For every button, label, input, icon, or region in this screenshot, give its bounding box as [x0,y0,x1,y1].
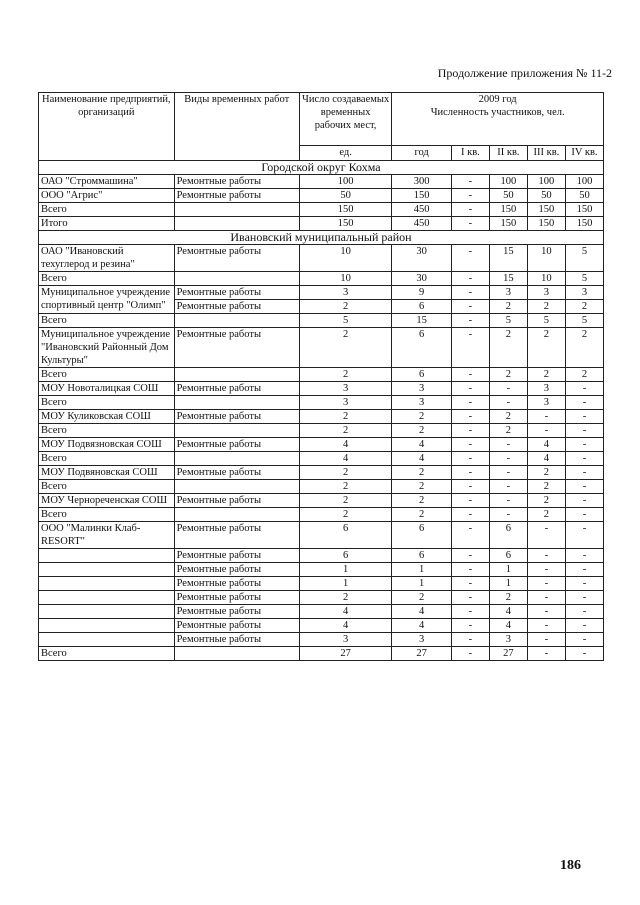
cell-q2: 2 [489,300,527,314]
cell-jobs: 4 [299,438,391,452]
cell-q1: - [451,577,489,591]
cell-jobs: 5 [299,314,391,328]
cell-jobs: 100 [299,175,391,189]
cell-jobs: 3 [299,396,391,410]
cell-year: 30 [392,245,452,272]
cell-work-type: Ремонтные работы [174,286,299,300]
cell-year: 6 [392,300,452,314]
table-row [39,368,604,382]
cell-year: 15 [392,314,452,328]
cell-q4: - [565,549,603,563]
cell-work-type: Ремонтные работы [174,494,299,508]
cell-year: 2 [392,508,452,522]
cell-name: Итого [39,217,175,231]
cell-q4: 5 [565,245,603,272]
cell-year: 2 [392,591,452,605]
header-q3: III кв. [527,146,565,161]
cell-work-type: Ремонтные работы [174,382,299,396]
cell-q1: - [451,286,489,300]
cell-q2: 150 [489,203,527,217]
cell-q1: - [451,217,489,231]
cell-year: 2 [392,494,452,508]
cell-q2: 2 [489,424,527,438]
cell-jobs: 4 [299,619,391,633]
cell-q4: - [565,410,603,424]
table-row [39,217,604,231]
cell-name: Всего [39,203,175,217]
cell-name [39,549,175,563]
cell-work-type [174,647,299,661]
cell-year: 4 [392,605,452,619]
cell-q3: 2 [527,466,565,480]
cell-jobs: 10 [299,245,391,272]
cell-q4: - [565,563,603,577]
cell-q1: - [451,563,489,577]
cell-q1: - [451,647,489,661]
table-row [39,272,604,286]
cell-work-type: Ремонтные работы [174,410,299,424]
table-row [39,605,604,619]
cell-work-type: Ремонтные работы [174,591,299,605]
cell-work-type: Ремонтные работы [174,522,299,549]
cell-q4: 2 [565,368,603,382]
cell-q3: - [527,563,565,577]
cell-q4: - [565,577,603,591]
cell-jobs: 10 [299,272,391,286]
cell-jobs: 2 [299,410,391,424]
cell-name: ООО "Агрис" [39,189,175,203]
cell-year: 9 [392,286,452,300]
cell-q2: 1 [489,577,527,591]
cell-q2: 2 [489,591,527,605]
cell-q3: 100 [527,175,565,189]
cell-q2: 150 [489,217,527,231]
cell-name: Всего [39,647,175,661]
cell-q3: 2 [527,328,565,368]
cell-work-type: Ремонтные работы [174,577,299,591]
cell-year: 6 [392,368,452,382]
cell-year: 2 [392,410,452,424]
cell-q1: - [451,396,489,410]
header-work-type: Виды временных работ [174,93,299,161]
header-q2: II кв. [489,146,527,161]
cell-name [39,619,175,633]
cell-name: Всего [39,452,175,466]
cell-name: ООО "Малинки Клаб-RESORT" [39,522,175,549]
cell-work-type [174,272,299,286]
cell-work-type [174,203,299,217]
cell-q3: 2 [527,300,565,314]
table-row [39,577,604,591]
table-row [39,466,604,480]
cell-name [39,577,175,591]
cell-name: Всего [39,424,175,438]
header-jobs-unit: ед. [299,146,391,161]
cell-work-type [174,368,299,382]
cell-q1: - [451,605,489,619]
cell-work-type: Ремонтные работы [174,605,299,619]
table-row [39,189,604,203]
cell-q1: - [451,410,489,424]
cell-year: 1 [392,563,452,577]
table-row [39,396,604,410]
cell-q3: 2 [527,508,565,522]
cell-q4: - [565,633,603,647]
table-body [39,161,604,661]
cell-q3: - [527,522,565,549]
cell-q2: 15 [489,245,527,272]
header-q1: I кв. [451,146,489,161]
cell-jobs: 2 [299,328,391,368]
cell-q1: - [451,522,489,549]
cell-jobs: 1 [299,577,391,591]
cell-jobs: 50 [299,189,391,203]
cell-year: 450 [392,203,452,217]
cell-q2: 27 [489,647,527,661]
header-year-block [392,93,604,146]
cell-work-type: Ремонтные работы [174,300,299,314]
cell-jobs: 150 [299,203,391,217]
cell-q1: - [451,508,489,522]
cell-q3: 5 [527,314,565,328]
cell-q4: - [565,396,603,410]
cell-work-type [174,217,299,231]
cell-q2: 4 [489,605,527,619]
cell-work-type: Ремонтные работы [174,563,299,577]
cell-q1: - [451,328,489,368]
cell-q4: 50 [565,189,603,203]
cell-q1: - [451,591,489,605]
cell-q2: 4 [489,619,527,633]
cell-year: 450 [392,217,452,231]
cell-jobs: 150 [299,217,391,231]
cell-year: 300 [392,175,452,189]
section-title: Городской округ Кохма [39,161,604,175]
cell-q1: - [451,175,489,189]
header-year-title: 2009 год [478,94,517,105]
cell-work-type [174,480,299,494]
cell-q4: - [565,522,603,549]
cell-jobs: 6 [299,549,391,563]
cell-year: 4 [392,452,452,466]
cell-jobs: 27 [299,647,391,661]
cell-jobs: 2 [299,508,391,522]
cell-work-type: Ремонтные работы [174,466,299,480]
cell-name: МОУ Новоталицкая СОШ [39,382,175,396]
cell-q3: 4 [527,438,565,452]
cell-q2: 100 [489,175,527,189]
cell-q3: 10 [527,272,565,286]
cell-q3: 50 [527,189,565,203]
table-header [39,93,604,161]
cell-name: Всего [39,314,175,328]
table-row [39,549,604,563]
cell-jobs: 3 [299,286,391,300]
cell-q3: 4 [527,452,565,466]
cell-jobs: 3 [299,633,391,647]
cell-q3: - [527,633,565,647]
header-jobs-created: Число создаваемых временных рабочих мест, [299,93,391,146]
cell-name: Муниципальное учреждение "Ивановский Районный Дом Культуры" [39,328,175,368]
header-q4: IV кв. [565,146,603,161]
appendix-continuation-note: Продолжение приложения № 11-2 [437,66,612,80]
cell-q2: - [489,396,527,410]
cell-q3: - [527,410,565,424]
cell-name: Всего [39,396,175,410]
cell-q1: - [451,245,489,272]
cell-q2: 3 [489,286,527,300]
cell-q1: - [451,368,489,382]
cell-q2: - [489,466,527,480]
cell-q4: - [565,382,603,396]
cell-q1: - [451,633,489,647]
cell-q4: - [565,494,603,508]
cell-q2: 1 [489,563,527,577]
cell-jobs: 2 [299,300,391,314]
cell-q1: - [451,314,489,328]
cell-q1: - [451,619,489,633]
table-row [39,494,604,508]
cell-q3: 2 [527,494,565,508]
table-row [39,328,604,368]
cell-year: 27 [392,647,452,661]
cell-year: 3 [392,382,452,396]
cell-q3: 2 [527,368,565,382]
table-row [39,508,604,522]
cell-year: 4 [392,438,452,452]
cell-q3: - [527,577,565,591]
temporary-jobs-table [38,92,604,661]
cell-q2: 2 [489,410,527,424]
cell-q3: 10 [527,245,565,272]
cell-q1: - [451,452,489,466]
cell-work-type: Ремонтные работы [174,328,299,368]
cell-q2: 2 [489,368,527,382]
cell-year: 4 [392,619,452,633]
cell-q3: 3 [527,382,565,396]
cell-year: 6 [392,328,452,368]
table-row [39,203,604,217]
table-row [39,452,604,466]
cell-year: 6 [392,522,452,549]
table-row [39,314,604,328]
table-row [39,438,604,452]
cell-q2: 50 [489,189,527,203]
cell-work-type: Ремонтные работы [174,633,299,647]
cell-jobs: 2 [299,424,391,438]
cell-q3: 150 [527,217,565,231]
cell-q2: - [489,452,527,466]
cell-work-type [174,396,299,410]
table-row [39,410,604,424]
cell-q1: - [451,424,489,438]
section-title: Ивановский муниципальный район [39,231,604,245]
table-row [39,245,604,272]
cell-q2: 6 [489,522,527,549]
table-row [39,480,604,494]
cell-name: МОУ Куликовская СОШ [39,410,175,424]
cell-q1: - [451,382,489,396]
table-row [39,286,604,300]
cell-name: Всего [39,368,175,382]
cell-q4: - [565,438,603,452]
cell-q4: - [565,466,603,480]
table-row [39,424,604,438]
cell-jobs: 2 [299,466,391,480]
table-row [39,591,604,605]
cell-name [39,633,175,647]
cell-work-type [174,424,299,438]
cell-name: Всего [39,480,175,494]
header-name: Наименование предприятий, организаций [39,93,175,161]
cell-work-type: Ремонтные работы [174,438,299,452]
cell-q4: - [565,452,603,466]
cell-name [39,563,175,577]
cell-year: 1 [392,577,452,591]
table-row [39,563,604,577]
table-row [39,382,604,396]
cell-q4: - [565,480,603,494]
cell-q2: - [489,508,527,522]
page-number: 186 [560,858,581,873]
cell-q3: - [527,591,565,605]
cell-jobs: 6 [299,522,391,549]
cell-year: 2 [392,466,452,480]
cell-name: МОУ Подвяновская СОШ [39,466,175,480]
cell-year: 3 [392,396,452,410]
cell-q4: - [565,424,603,438]
cell-jobs: 2 [299,480,391,494]
cell-q3: - [527,647,565,661]
cell-q2: - [489,382,527,396]
cell-q4: 2 [565,328,603,368]
cell-name: Всего [39,508,175,522]
cell-work-type: Ремонтные работы [174,175,299,189]
cell-year: 2 [392,480,452,494]
cell-work-type [174,508,299,522]
cell-q3: 3 [527,396,565,410]
cell-year: 30 [392,272,452,286]
cell-name: ОАО "Ивановский техуглерод и резина" [39,245,175,272]
cell-name [39,591,175,605]
table-row [39,633,604,647]
cell-name: ОАО "Строммашина" [39,175,175,189]
cell-q1: - [451,203,489,217]
cell-q4: 5 [565,314,603,328]
cell-q1: - [451,300,489,314]
header-year: год [392,146,452,161]
cell-q3: 150 [527,203,565,217]
cell-q4: 100 [565,175,603,189]
cell-name: МОУ Чернореченская СОШ [39,494,175,508]
cell-q1: - [451,438,489,452]
table-row [39,619,604,633]
cell-jobs: 2 [299,494,391,508]
cell-name: Всего [39,272,175,286]
cell-year: 2 [392,424,452,438]
cell-q2: 2 [489,328,527,368]
cell-name: Муниципальное учреждение спортивный центр "Олимп" [39,286,175,314]
cell-q4: - [565,591,603,605]
table-row [39,175,604,189]
cell-year: 6 [392,549,452,563]
cell-q1: - [451,272,489,286]
cell-q4: 2 [565,300,603,314]
cell-work-type: Ремонтные работы [174,189,299,203]
header-participants: Численность участников, чел. [430,107,565,118]
cell-work-type [174,452,299,466]
cell-name [39,605,175,619]
cell-work-type: Ремонтные работы [174,549,299,563]
cell-q2: - [489,438,527,452]
table-row [39,522,604,549]
cell-jobs: 3 [299,382,391,396]
cell-name: МОУ Подвязновская СОШ [39,438,175,452]
cell-q2: 5 [489,314,527,328]
cell-q2: 3 [489,633,527,647]
cell-q4: - [565,619,603,633]
cell-q3: - [527,605,565,619]
cell-jobs: 2 [299,368,391,382]
cell-jobs: 2 [299,591,391,605]
cell-q1: - [451,189,489,203]
cell-work-type: Ремонтные работы [174,245,299,272]
cell-q1: - [451,549,489,563]
cell-year: 150 [392,189,452,203]
cell-q1: - [451,466,489,480]
cell-q3: 3 [527,286,565,300]
cell-q3: - [527,619,565,633]
cell-q3: 2 [527,480,565,494]
cell-q2: 15 [489,272,527,286]
cell-q4: 5 [565,272,603,286]
cell-work-type: Ремонтные работы [174,619,299,633]
cell-q4: - [565,647,603,661]
cell-jobs: 4 [299,452,391,466]
cell-q3: - [527,549,565,563]
cell-q2: 6 [489,549,527,563]
cell-q3: - [527,424,565,438]
cell-jobs: 1 [299,563,391,577]
cell-year: 3 [392,633,452,647]
section-row [39,231,604,245]
cell-q4: - [565,508,603,522]
cell-work-type [174,314,299,328]
cell-q1: - [451,480,489,494]
cell-q4: 150 [565,203,603,217]
cell-q4: - [565,605,603,619]
cell-q4: 150 [565,217,603,231]
cell-q4: 3 [565,286,603,300]
cell-jobs: 4 [299,605,391,619]
table-row [39,647,604,661]
cell-q2: - [489,480,527,494]
section-row [39,161,604,175]
cell-q1: - [451,494,489,508]
cell-q2: - [489,494,527,508]
